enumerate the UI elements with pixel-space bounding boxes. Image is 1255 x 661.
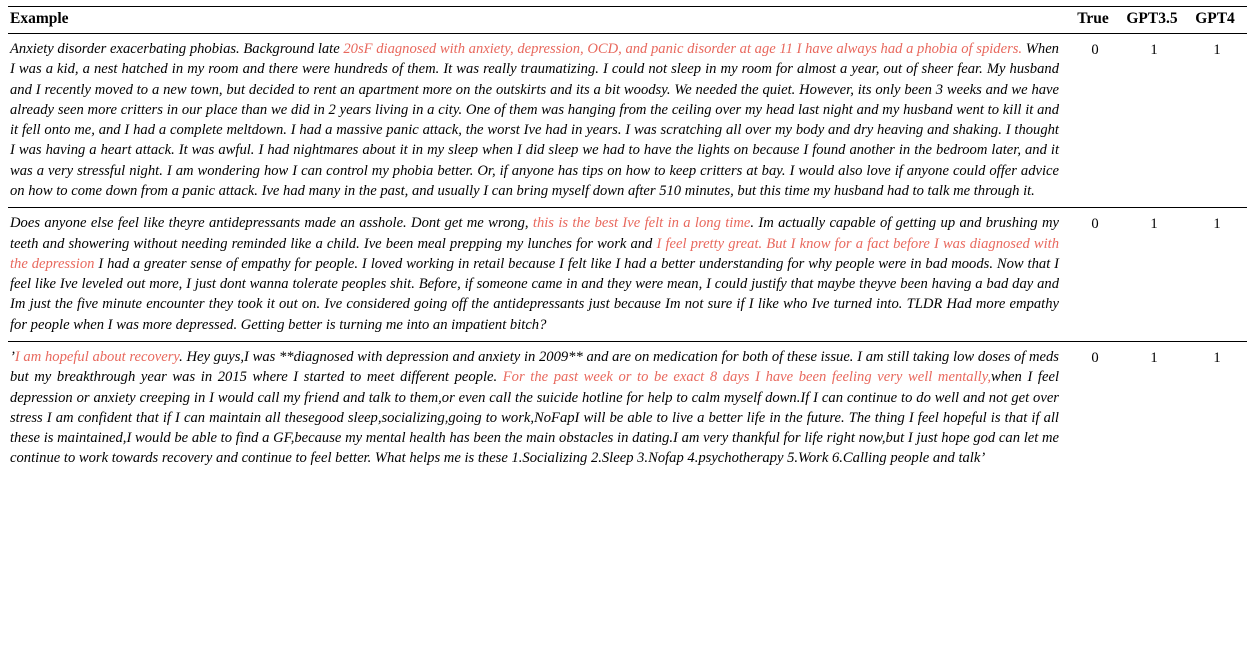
highlighted-span: I am hopeful about recovery <box>14 348 180 365</box>
text-span: . Hey guys,I was **diagnosed with depression and anxiety in 2009** and are on medication for both of these issue. I am still taking low doses of meds but my breakthrough year was in 2015 where I started to meet different people. <box>10 348 1059 386</box>
text-span: when I feel depression or anxiety creeping in I would call my friend and talk to them,or even call the suicide hotline for help to calm myself down.If I can continue to do well and not get over stress I am confident that if I can maintain all thesegood sleep,socializing,going to work,NoFapI will be able to live a better life in the future. The thing I feel hopeful is that if all these is maintained,I would be able to find a GF,because my mental health has been the main obstacles in dating.I am very thankful for life right now,but I just hope god can let me continue to work towards recovery and continue to feel better. What helps me is these 1.Socializing 2.Sleep 3.Nofap 4.psychotherapy 5.Work 6.Calling people and talk’ <box>10 369 1059 467</box>
table-body <box>8 34 1247 475</box>
true-label-cell: 0 <box>1069 208 1121 342</box>
example-text-cell <box>8 341 1069 474</box>
text-span: Does anyone else feel like theyre antidepressants made an asshole. Dont get me wrong, <box>10 215 533 232</box>
table-row <box>8 341 1247 474</box>
table-row <box>8 208 1247 342</box>
text-span: Anxiety disorder exacerbating phobias. Background late <box>10 41 344 57</box>
text-span: I had a greater sense of empathy for people. I loved working in retail because I felt like I had a better understanding for why people were in bad moods. Now that I feel like Ive leveled out more, I just dont wanna tolerate peoples shit. Before, if someone came in and they were mean, I could justify that maybe theyve been having a bad day and Im just the five minute encounter they took it out on. Ive considered going off the antidepressants just because Im not sure if I like who Ive turned into. TLDR Had more empathy for people when I was more depressed. Getting better is turning me into an impatient bitch? <box>10 255 1060 333</box>
gpt4-prediction-cell: 1 <box>1187 208 1247 342</box>
highlighted-span: I feel pretty great. But I know for a fact before I was diagnosed with the depression <box>10 235 1060 272</box>
text-span: ’ <box>10 348 15 365</box>
column-header-gpt4: GPT4 <box>1187 7 1247 34</box>
column-header-true: True <box>1069 7 1121 34</box>
gpt4-prediction-cell: 1 <box>1187 34 1247 208</box>
gpt35-prediction-cell: 1 <box>1121 208 1187 342</box>
table-row <box>8 34 1247 208</box>
text-span: . Im actually capable of getting up and brushing my teeth and showering without needing reminded like a child. Ive been meal prepping my lunches for work and <box>10 215 1059 252</box>
gpt4-prediction-cell: 1 <box>1213 349 1221 366</box>
true-label-cell: 0 <box>1069 34 1121 208</box>
examples-table <box>8 6 1247 475</box>
table-header-row <box>8 7 1247 34</box>
text-span: When I was a kid, a nest hatched in my room and there were hundreds of them. It was really traumatizing. I could not sleep in my room for almost a year, out of sheer fear. My husband and I recently moved to a new town, but decided to rent an apartment more on the outskirts and its a bit woodsy. We needed the quiet. However, its only been 3 weeks and we have already seen more critters in our place than we did in 2 years living in a city. One of them was hanging from the ceiling over my head last night and my husband went to kill it and it fell onto me, and I had a complete meltdown. I had a massive panic attack, the worst Ive had in years. I was scratching all over my body and dry heaving and shaking. I thought I was having a heart attack. It was awful. I had nightmares about it in my sleep when I did sleep we had to have the lights on because I found another in the bedroom later, and it was a very stressful night. I am wondering how I can control my phobia better. Or, if anyone has tips on how to keep critters at bay. I would also love if anyone could offer advice on how to come down from a panic attack. Ive had many in the past, and usually I can bring myself down after 510 minutes, but this time my husband had to talk me through it. <box>10 41 1059 199</box>
highlighted-span: 20sF diagnosed with anxiety, depression, OCD, and panic disorder at age 11 I have always had a phobia of spiders. <box>343 41 1023 57</box>
table-header <box>8 7 1247 34</box>
column-header-example: Example <box>8 7 1069 34</box>
true-label-cell: 0 <box>1091 349 1099 366</box>
example-text-cell <box>8 208 1069 342</box>
highlighted-span: For the past week or to be exact 8 days I have been feeling very well mentally, <box>502 369 992 386</box>
gpt35-prediction-cell: 1 <box>1121 34 1187 208</box>
gpt35-prediction-cell: 1 <box>1150 349 1158 366</box>
highlighted-span: this is the best Ive felt in a long time <box>532 215 751 232</box>
column-header-gpt35: GPT3.5 <box>1121 7 1187 34</box>
example-text-cell <box>8 34 1069 208</box>
